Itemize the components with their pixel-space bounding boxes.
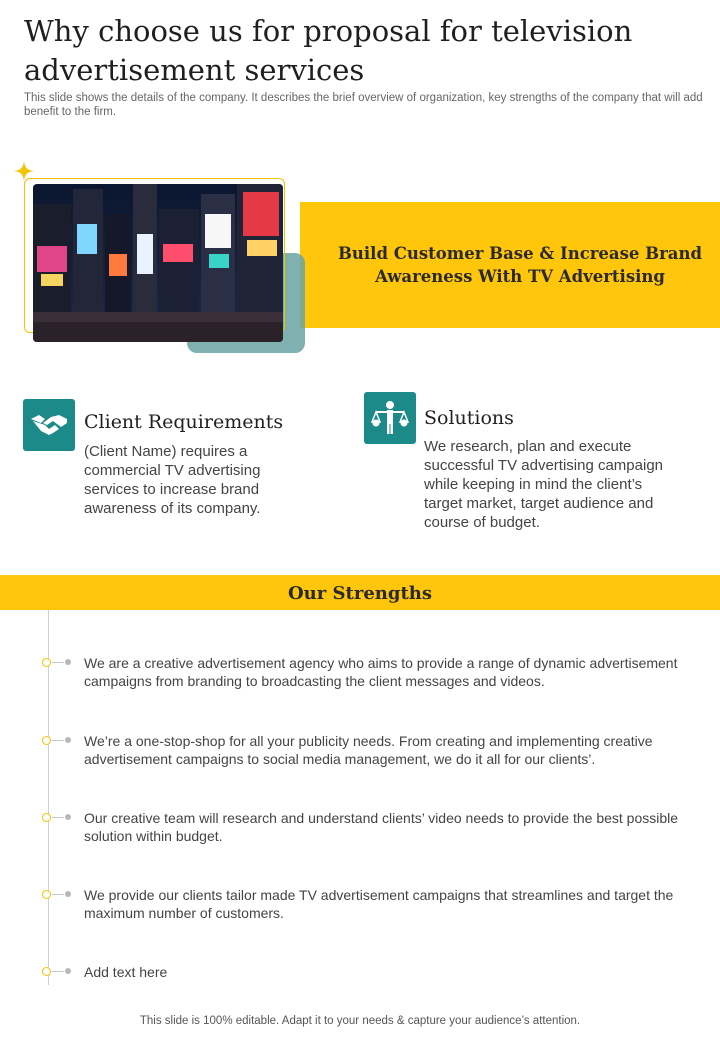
handshake-icon [23, 399, 75, 451]
strength-text: We’re a one-stop-shop for all your publicity needs. From creating and implementing creative advertisement campaigns to social media management, we do it all for our clients’. [84, 733, 653, 767]
timeline-connector [52, 894, 64, 895]
page-title: Why choose us for proposal for television advertisement services [24, 14, 633, 87]
tagline-text: Build Customer Base & Increase Brand Awareness With TV Advertising [337, 244, 703, 286]
timeline-dot [65, 659, 71, 665]
timeline-connector [52, 971, 64, 972]
timeline-dot [65, 814, 71, 820]
timeline-marker [42, 967, 51, 976]
page-subtitle: This slide shows the details of the company. It describes the brief overview of organization, key strengths of the company that will add benefit to the firm. [24, 92, 703, 118]
timeline-dot [65, 968, 71, 974]
footer-note: This slide is 100% editable. Adapt it to your needs & capture your audience’s attention. [139, 1015, 581, 1027]
strength-text: Add text here [84, 964, 168, 980]
solutions-title: Solutions [424, 407, 514, 429]
client-requirements-title: Client Requirements [84, 411, 284, 433]
timeline-marker [42, 890, 51, 899]
timeline-marker [42, 658, 51, 667]
strengths-header [0, 575, 720, 610]
strength-text: We are a creative advertisement agency who aims to provide a range of dynamic advertisement campaigns from branding to broadcasting the client messages and videos. [84, 655, 678, 689]
solutions-body: We research, plan and execute successful TV advertising campaign while keeping in mind the client’s target market, target audience and course of budget. [424, 438, 664, 531]
client-requirements-body: (Client Name) requires a commercial TV advertising services to increase brand awareness of its company. [84, 443, 261, 517]
timeline-dot [65, 891, 71, 897]
person-scales-icon [364, 392, 416, 444]
timeline-connector [52, 740, 64, 741]
timeline-dot [65, 737, 71, 743]
strength-text: Our creative team will research and understand clients’ video needs to provide the best possible solution within budget. [84, 810, 679, 844]
strengths-title: Our Strengths [288, 583, 432, 604]
timeline-connector [52, 817, 64, 818]
timeline-marker [42, 813, 51, 822]
timeline-marker [42, 736, 51, 745]
strength-text: We provide our clients tailor made TV advertisement campaigns that streamlines and target the maximum number of customers. [84, 887, 674, 921]
city-night-photo [33, 184, 283, 342]
timeline-connector [52, 662, 64, 663]
